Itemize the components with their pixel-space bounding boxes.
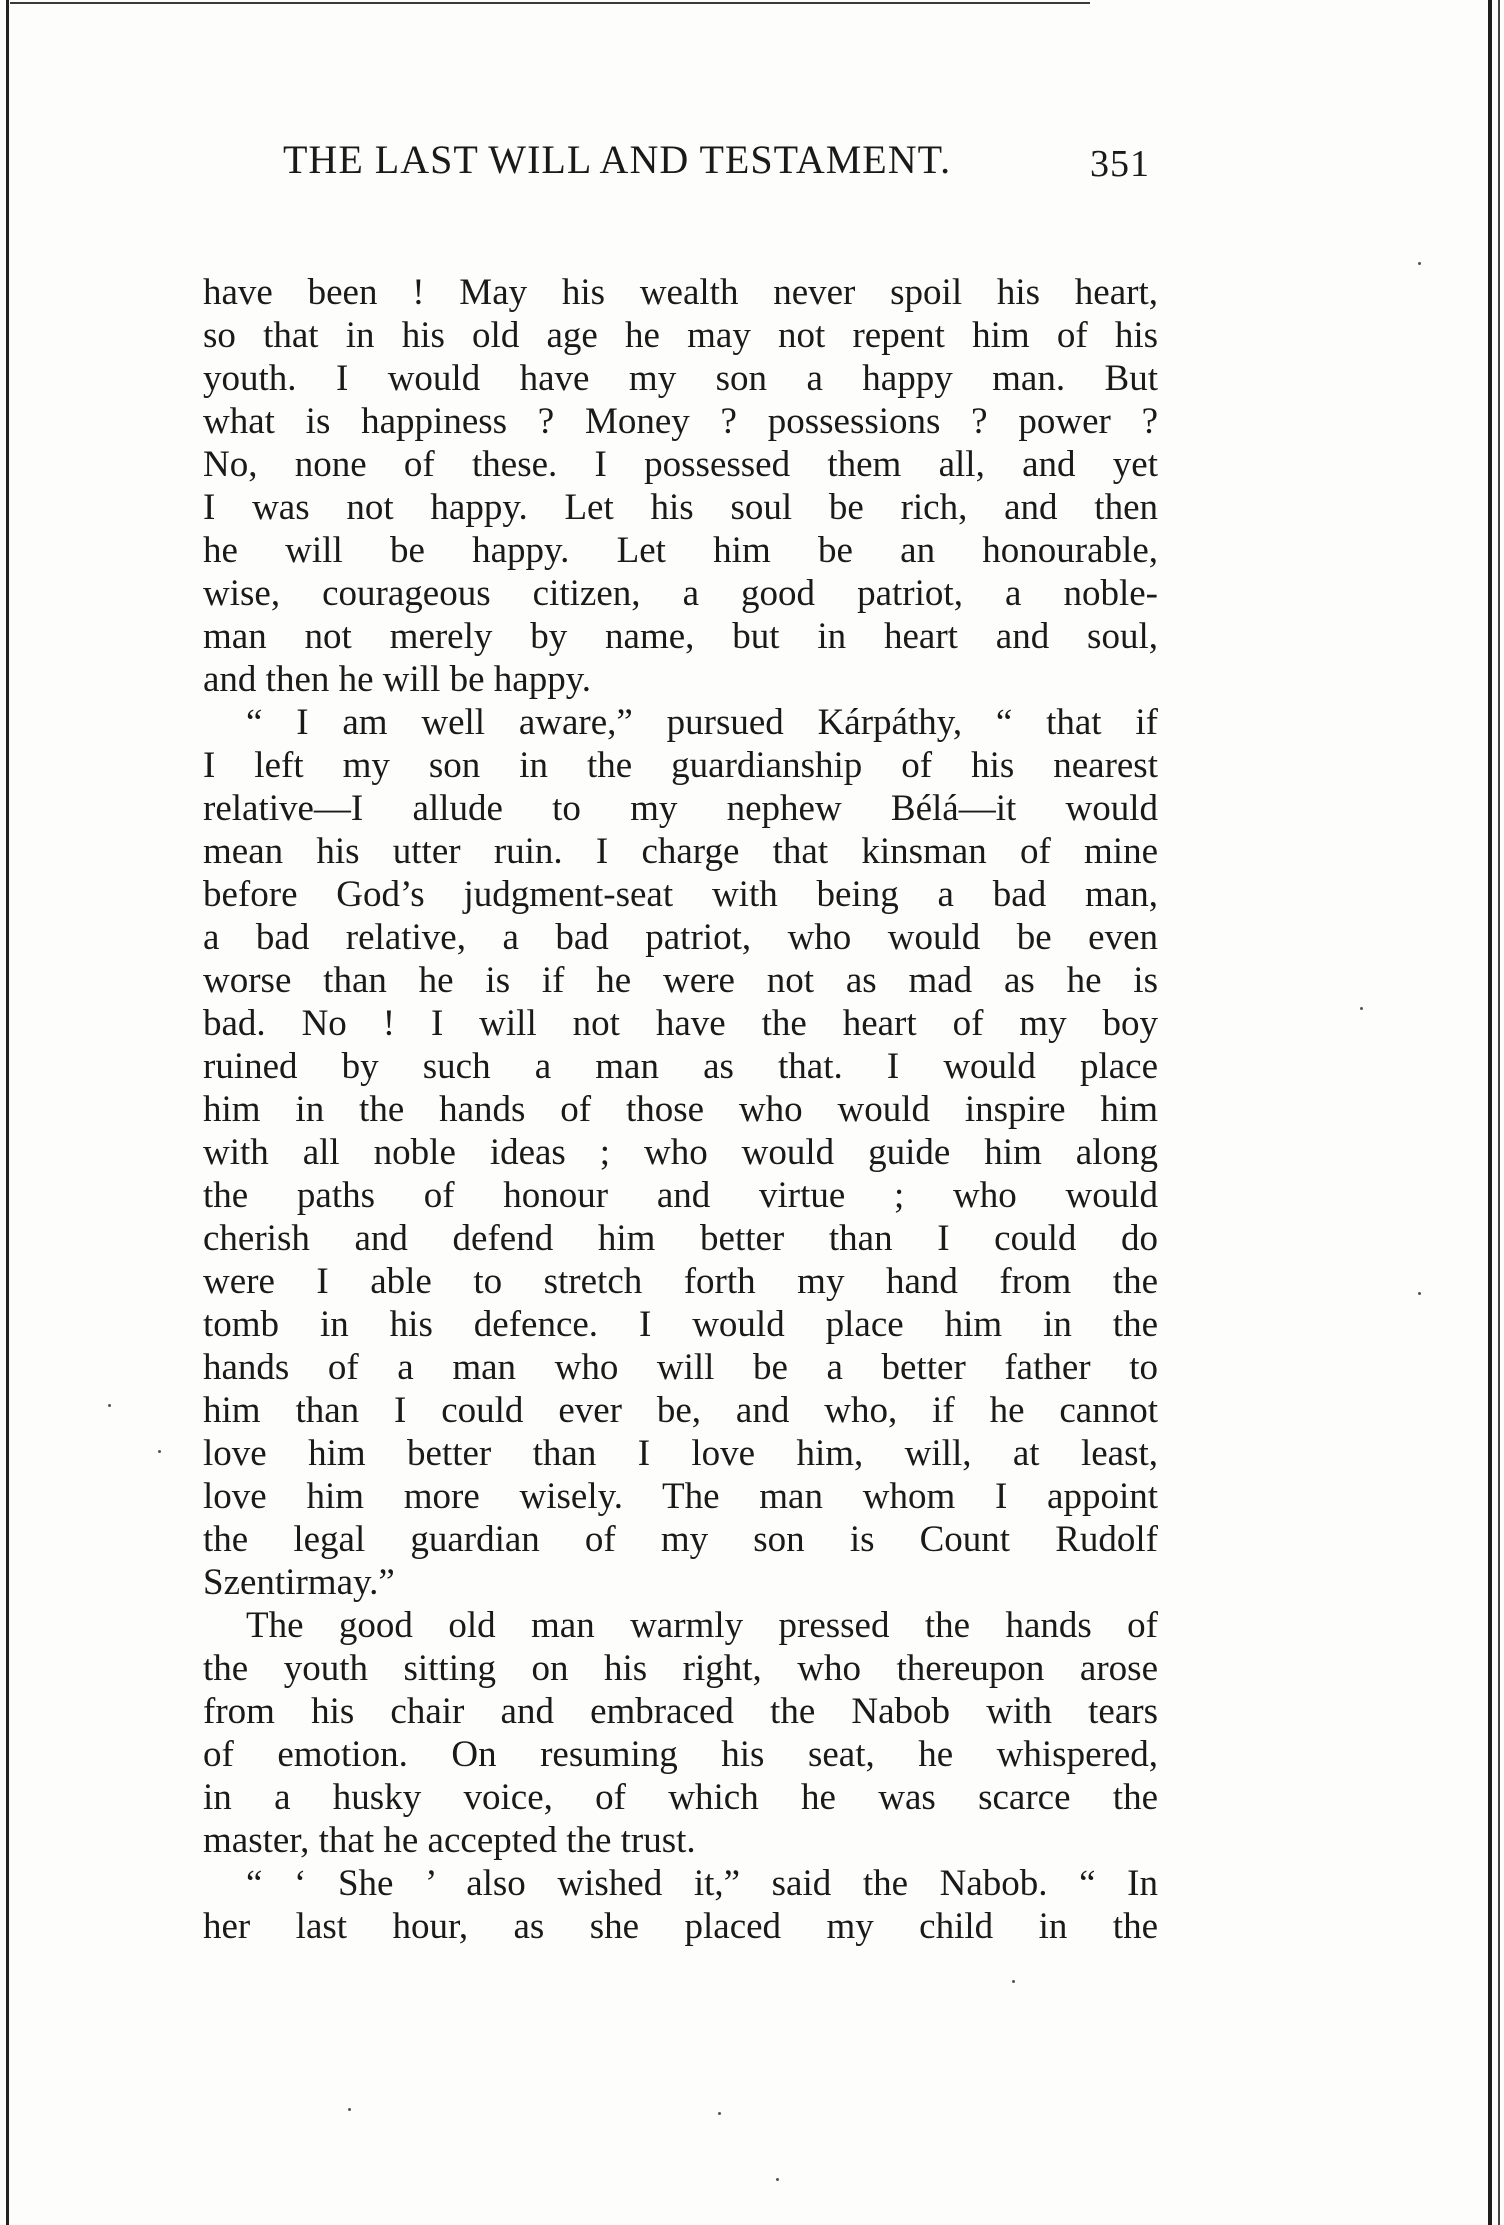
text-line: a bad relative, a bad patriot, who would be even (203, 917, 1158, 958)
paragraph (203, 271, 1158, 701)
body-text (203, 271, 1158, 1948)
page-number: 351 (1090, 143, 1150, 185)
text-line: No, none of these. I possessed them all, and yet (203, 444, 1158, 485)
text-line: mean his utter ruin. I charge that kinsman of mine (203, 831, 1158, 872)
text-line: tomb in his defence. I would place him in the (203, 1304, 1158, 1345)
scan-speck (108, 1404, 111, 1407)
text-line: have been ! May his wealth never spoil his heart, (203, 272, 1158, 313)
scan-speck (776, 2178, 779, 2181)
text-line: love him better than I love him, will, at least, (203, 1433, 1158, 1474)
paragraph (203, 1862, 1158, 1948)
text-line: relative—I allude to my nephew Bélá—it would (203, 788, 1158, 829)
text-line: and then he will be happy. (203, 659, 592, 700)
text-line: from his chair and embraced the Nabob with tears (203, 1691, 1158, 1732)
text-line: what is happiness ? Money ? possessions ? power ? (203, 401, 1158, 442)
paragraph (203, 701, 1158, 1604)
text-line: him than I could ever be, and who, if he cannot (203, 1390, 1158, 1431)
text-line: him in the hands of those who would inspire him (203, 1089, 1158, 1130)
scan-speck (1012, 1980, 1015, 1983)
text-line: man not merely by name, but in heart and soul, (203, 616, 1158, 657)
text-line: the legal guardian of my son is Count Rudolf (203, 1519, 1158, 1560)
running-title: THE LAST WILL AND TESTAMENT. (283, 137, 952, 182)
text-line: were I able to stretch forth my hand from the (203, 1261, 1158, 1302)
text-line: love him more wisely. The man whom I appoint (203, 1476, 1158, 1517)
text-line: “ ‘ She ’ also wished it,” said the Nabob. “ In (246, 1863, 1158, 1904)
text-line: wise, courageous citizen, a good patriot, a noble- (203, 573, 1158, 614)
text-line: Szentirmay.” (203, 1562, 395, 1603)
scan-speck (1418, 262, 1421, 265)
scan-speck (1360, 1007, 1363, 1010)
text-line: master, that he accepted the trust. (203, 1820, 696, 1861)
text-line: the youth sitting on his right, who thereupon arose (203, 1648, 1158, 1689)
text-line: the paths of honour and virtue ; who would (203, 1175, 1158, 1216)
text-line: cherish and defend him better than I could do (203, 1218, 1158, 1259)
scan-speck (348, 2108, 351, 2111)
text-line: hands of a man who will be a better father to (203, 1347, 1158, 1388)
paragraph (203, 1604, 1158, 1862)
text-line: The good old man warmly pressed the hands of (246, 1605, 1158, 1646)
scan-speck (718, 2112, 721, 2115)
scan-left-edge (6, 0, 9, 2225)
text-line: in a husky voice, of which he was scarce the (203, 1777, 1158, 1818)
text-line: bad. No ! I will not have the heart of my boy (203, 1003, 1158, 1044)
scan-right-edge-outer (1498, 0, 1500, 2225)
scan-speck (1418, 1292, 1421, 1295)
text-line: so that in his old age he may not repent him of his (203, 315, 1158, 356)
scan-speck (158, 1450, 161, 1453)
text-line: he will be happy. Let him be an honourable, (203, 530, 1158, 571)
text-line: before God’s judgment-seat with being a bad man, (203, 874, 1158, 915)
text-line: ruined by such a man as that. I would place (203, 1046, 1158, 1087)
text-line: I left my son in the guardianship of his nearest (203, 745, 1158, 786)
text-line: “ I am well aware,” pursued Kárpáthy, “ that if (246, 702, 1158, 743)
scan-right-edge (1488, 0, 1492, 2225)
text-line: worse than he is if he were not as mad as he is (203, 960, 1158, 1001)
running-header (203, 130, 1163, 190)
text-line: of emotion. On resuming his seat, he whispered, (203, 1734, 1158, 1775)
text-line: I was not happy. Let his soul be rich, and then (203, 487, 1158, 528)
text-line: with all noble ideas ; who would guide him along (203, 1132, 1158, 1173)
text-line: her last hour, as she placed my child in the (203, 1906, 1158, 1947)
scan-top-edge (10, 2, 1090, 4)
text-line: youth. I would have my son a happy man. But (203, 358, 1158, 399)
